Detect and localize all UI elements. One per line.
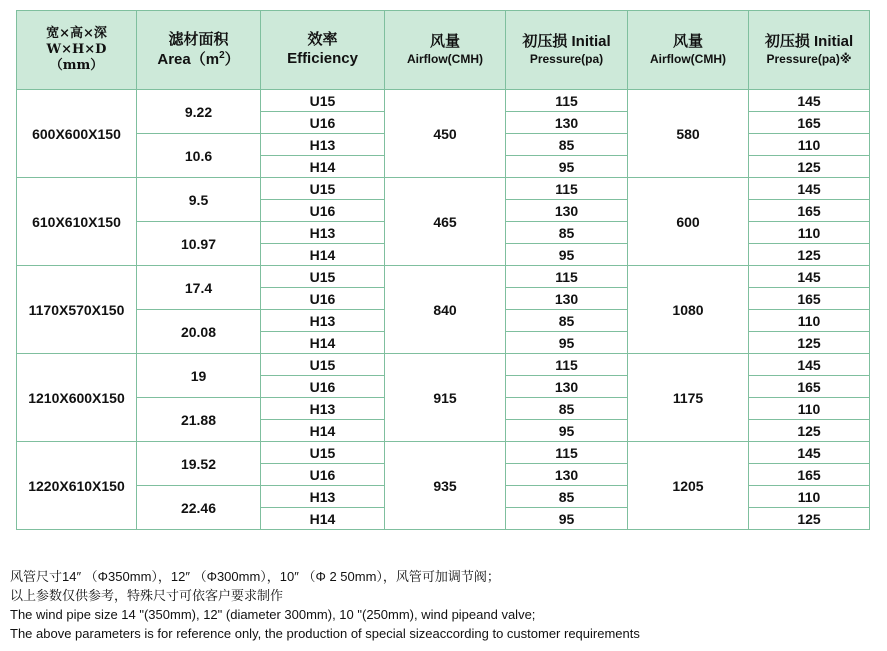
header-airflow-1: 风量 Airflow(CMH) <box>385 11 506 90</box>
pressure-cell: 115 <box>506 442 628 464</box>
table-row <box>17 442 870 464</box>
pressure-cell: 130 <box>506 200 628 222</box>
efficiency-cell: U16 <box>261 112 385 134</box>
efficiency-cell: U16 <box>261 288 385 310</box>
pressure-cell: 125 <box>749 508 870 530</box>
area-cell: 19.52 <box>137 442 261 486</box>
pressure-cell: 95 <box>506 244 628 266</box>
table-row <box>17 266 870 288</box>
pressure-cell: 85 <box>506 398 628 420</box>
airflow-cell: 840 <box>385 266 506 354</box>
size-cell: 1210X600X150 <box>17 354 137 442</box>
efficiency-cell: H13 <box>261 134 385 156</box>
pressure-cell: 115 <box>506 354 628 376</box>
pressure-cell: 165 <box>749 464 870 486</box>
pressure-cell: 110 <box>749 134 870 156</box>
pressure-cell: 115 <box>506 178 628 200</box>
pressure-cell: 145 <box>749 442 870 464</box>
airflow-cell: 465 <box>385 178 506 266</box>
airflow-cell: 580 <box>628 90 749 178</box>
pressure-cell: 85 <box>506 310 628 332</box>
efficiency-cell: U15 <box>261 90 385 112</box>
footnotes <box>10 567 880 643</box>
efficiency-cell: U16 <box>261 200 385 222</box>
efficiency-cell: H14 <box>261 508 385 530</box>
note-line: 以上参数仅供参考，特殊尺寸可依客户要求制作 <box>10 588 284 603</box>
pressure-cell: 95 <box>506 332 628 354</box>
pressure-cell: 130 <box>506 376 628 398</box>
spec-table <box>16 10 870 530</box>
pressure-cell: 110 <box>749 310 870 332</box>
area-cell: 21.88 <box>137 398 261 442</box>
pressure-cell: 145 <box>749 266 870 288</box>
area-cell: 17.4 <box>137 266 261 310</box>
pressure-cell: 165 <box>749 288 870 310</box>
pressure-cell: 125 <box>749 332 870 354</box>
size-cell: 610X610X150 <box>17 178 137 266</box>
efficiency-cell: H13 <box>261 486 385 508</box>
pressure-cell: 110 <box>749 398 870 420</box>
pressure-cell: 110 <box>749 486 870 508</box>
area-cell: 20.08 <box>137 310 261 354</box>
pressure-cell: 145 <box>749 90 870 112</box>
pressure-cell: 125 <box>749 156 870 178</box>
pressure-cell: 115 <box>506 266 628 288</box>
pressure-cell: 165 <box>749 200 870 222</box>
efficiency-cell: U15 <box>261 354 385 376</box>
pressure-cell: 125 <box>749 244 870 266</box>
efficiency-cell: H14 <box>261 156 385 178</box>
area-cell: 22.46 <box>137 486 261 530</box>
size-cell: 600X600X150 <box>17 90 137 178</box>
area-cell: 10.6 <box>137 134 261 178</box>
table-row <box>17 90 870 112</box>
pressure-cell: 95 <box>506 508 628 530</box>
header-size: 宽×高×深 W×H×D （mm） <box>17 11 137 90</box>
airflow-cell: 915 <box>385 354 506 442</box>
pressure-cell: 165 <box>749 376 870 398</box>
airflow-cell: 1175 <box>628 354 749 442</box>
header-airflow-2: 风量 Airflow(CMH) <box>628 11 749 90</box>
note-line: The wind pipe size 14 "(350mm), 12" (diameter 300mm), 10 "(250mm), wind pipeand valve; <box>10 607 536 622</box>
area-cell: 9.5 <box>137 178 261 222</box>
efficiency-cell: U16 <box>261 464 385 486</box>
pressure-cell: 165 <box>749 112 870 134</box>
pressure-cell: 115 <box>506 90 628 112</box>
size-cell: 1170X570X150 <box>17 266 137 354</box>
efficiency-cell: U15 <box>261 178 385 200</box>
pressure-cell: 145 <box>749 354 870 376</box>
efficiency-cell: U16 <box>261 376 385 398</box>
pressure-cell: 85 <box>506 134 628 156</box>
airflow-cell: 600 <box>628 178 749 266</box>
airflow-cell: 935 <box>385 442 506 530</box>
efficiency-cell: H14 <box>261 332 385 354</box>
header-pressure-1: 初压损 Initial Pressure(pa) <box>506 11 628 90</box>
airflow-cell: 1205 <box>628 442 749 530</box>
efficiency-cell: H14 <box>261 244 385 266</box>
header-efficiency: 效率 Efficiency <box>261 11 385 90</box>
efficiency-cell: U15 <box>261 266 385 288</box>
pressure-cell: 130 <box>506 288 628 310</box>
efficiency-cell: U15 <box>261 442 385 464</box>
table-row <box>17 354 870 376</box>
pressure-cell: 95 <box>506 420 628 442</box>
header-row <box>17 11 870 90</box>
efficiency-cell: H13 <box>261 310 385 332</box>
airflow-cell: 450 <box>385 90 506 178</box>
pressure-cell: 130 <box>506 112 628 134</box>
spec-body <box>17 90 870 530</box>
airflow-cell: 1080 <box>628 266 749 354</box>
pressure-cell: 130 <box>506 464 628 486</box>
pressure-cell: 85 <box>506 486 628 508</box>
note-line: The above parameters is for reference only, the production of special sizeaccording to customer requirements <box>10 626 640 641</box>
efficiency-cell: H13 <box>261 398 385 420</box>
efficiency-cell: H14 <box>261 420 385 442</box>
area-cell: 19 <box>137 354 261 398</box>
pressure-cell: 95 <box>506 156 628 178</box>
note-line: 风管尺寸14″ （Φ350mm），12″ （Φ300mm），10″ （Φ 2 50mm），风管可加调节阀； <box>10 569 500 584</box>
size-cell: 1220X610X150 <box>17 442 137 530</box>
header-pressure-2: 初压损 Initial Pressure(pa)※ <box>749 11 870 90</box>
area-cell: 9.22 <box>137 90 261 134</box>
area-cell: 10.97 <box>137 222 261 266</box>
pressure-cell: 110 <box>749 222 870 244</box>
table-row <box>17 178 870 200</box>
header-area: 滤材面积 $Area(m^2)$ <box>137 11 261 90</box>
pressure-cell: 125 <box>749 420 870 442</box>
efficiency-cell: H13 <box>261 222 385 244</box>
pressure-cell: 145 <box>749 178 870 200</box>
pressure-cell: 85 <box>506 222 628 244</box>
